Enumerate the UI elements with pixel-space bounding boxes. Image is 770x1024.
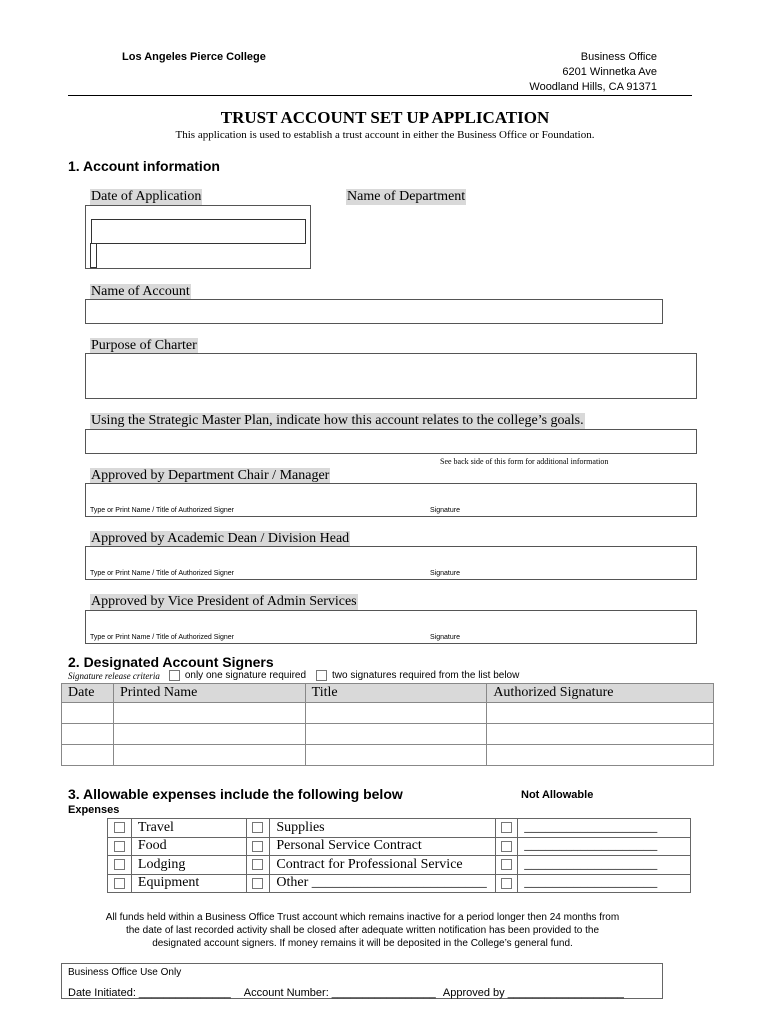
header-divider	[68, 95, 692, 96]
date-label: Date of Application	[91, 189, 202, 204]
office-line-2: 6201 Winnetka Ave	[562, 66, 657, 78]
signer-title-cell[interactable]	[305, 703, 487, 724]
personal-service-checkbox-cell[interactable]	[246, 837, 270, 856]
table-row	[108, 856, 691, 875]
notice-line-2: the date of last recorded activity shall be closed after adequate written notification has been provided to the	[125, 925, 600, 936]
two-signatures-checkbox[interactable]	[316, 670, 327, 681]
department-label: Name of Department	[347, 189, 466, 204]
other-label: Other _________________________	[270, 874, 496, 893]
office-use-fields	[68, 987, 624, 999]
not-allowable-field-1[interactable]: ___________________	[518, 819, 691, 838]
notice-line-1: All funds held within a Business Office Trust account which remains inactive for a period longer then 24 months from	[105, 912, 620, 923]
lodging-label: Lodging	[131, 856, 246, 875]
expenses-table	[107, 818, 691, 893]
approval-vp-name-hint: Type or Print Name / Title of Authorized Signer	[90, 634, 234, 641]
approval-chair-signature-hint: Signature	[430, 507, 460, 514]
signers-table	[61, 683, 714, 766]
approval-dean-label: Approved by Academic Dean / Division Head	[91, 531, 350, 546]
notice-line-3: designated account signers. If money remains it will be deposited in the College’s general fund.	[152, 938, 573, 949]
not-allowable-label: Not Allowable	[521, 789, 594, 801]
not-allowable-checkbox-4[interactable]	[501, 878, 512, 889]
form-subtitle: This application is used to establish a trust account in either the Business Office or Foundation.	[175, 129, 595, 141]
not-allowable-field-3[interactable]: ___________________	[518, 856, 691, 875]
office-line-3: Woodland Hills, CA 91371	[529, 81, 657, 93]
signer-date-cell[interactable]	[62, 703, 114, 724]
account-name-label: Name of Account	[91, 284, 190, 299]
not-allowable-checkbox-2[interactable]	[501, 841, 512, 852]
travel-label: Travel	[131, 819, 246, 838]
professional-service-checkbox-cell[interactable]	[246, 856, 270, 875]
signer-title-cell[interactable]	[305, 745, 487, 766]
not-allowable-checkbox-cell[interactable]	[496, 856, 518, 875]
approval-chair-label: Approved by Department Chair / Manager	[91, 468, 330, 483]
equipment-checkbox[interactable]	[114, 878, 125, 889]
one-signature-checkbox[interactable]	[169, 670, 180, 681]
other-checkbox[interactable]	[252, 878, 263, 889]
not-allowable-checkbox-cell[interactable]	[496, 874, 518, 893]
signer-signature-cell[interactable]	[487, 745, 714, 766]
date-field[interactable]	[91, 219, 306, 244]
other-checkbox-cell[interactable]	[246, 874, 270, 893]
section-3-heading: 3. Allowable expenses include the following below	[68, 786, 403, 802]
signer-date-cell[interactable]	[62, 724, 114, 745]
not-allowable-field-4[interactable]: ___________________	[518, 874, 691, 893]
signer-signature-cell[interactable]	[487, 724, 714, 745]
col-date: Date	[62, 684, 114, 703]
not-allowable-checkbox-cell[interactable]	[496, 819, 518, 838]
not-allowable-checkbox-1[interactable]	[501, 822, 512, 833]
travel-checkbox-cell[interactable]	[108, 819, 132, 838]
approval-dean-signature-hint: Signature	[430, 570, 460, 577]
section-1-heading: 1. Account information	[68, 158, 220, 174]
approval-chair-name-hint: Type or Print Name / Title of Authorized Signer	[90, 507, 234, 514]
signer-signature-cell[interactable]	[487, 703, 714, 724]
two-signatures-label: two signatures required from the list below	[332, 670, 520, 681]
not-allowable-checkbox-3[interactable]	[501, 859, 512, 870]
table-row	[108, 874, 691, 893]
see-back-note: See back side of this form for additional information	[440, 457, 609, 466]
table-row	[62, 745, 714, 766]
expenses-label: Expenses	[68, 804, 120, 816]
approval-vp-label: Approved by Vice President of Admin Services	[91, 594, 357, 609]
signer-name-cell[interactable]	[113, 703, 305, 724]
purpose-label: Purpose of Charter	[91, 338, 197, 353]
office-line-1: Business Office	[580, 51, 657, 63]
table-row	[108, 819, 691, 838]
inactivity-notice	[0, 911, 725, 950]
office-use-title: Business Office Use Only	[68, 967, 182, 978]
signer-name-cell[interactable]	[113, 724, 305, 745]
col-printed-name: Printed Name	[113, 684, 305, 703]
date-field-handle[interactable]	[90, 243, 97, 268]
not-allowable-field-2[interactable]: ___________________	[518, 837, 691, 856]
food-checkbox-cell[interactable]	[108, 837, 132, 856]
equipment-checkbox-cell[interactable]	[108, 874, 132, 893]
supplies-checkbox[interactable]	[252, 822, 263, 833]
col-authorized-signature: Authorized Signature	[487, 684, 714, 703]
signature-criteria-row	[68, 670, 519, 681]
approval-vp-signature-hint: Signature	[430, 634, 460, 641]
signer-date-cell[interactable]	[62, 745, 114, 766]
col-title: Title	[305, 684, 487, 703]
lodging-checkbox[interactable]	[114, 859, 125, 870]
professional-service-label: Contract for Professional Service	[270, 856, 496, 875]
strategic-plan-label: Using the Strategic Master Plan, indicate how this account relates to the college’s goals.	[91, 413, 584, 428]
account-name-field[interactable]	[85, 299, 663, 324]
section-2-heading: 2. Designated Account Signers	[68, 654, 274, 670]
form-title: TRUST ACCOUNT SET UP APPLICATION	[220, 108, 550, 127]
supplies-checkbox-cell[interactable]	[246, 819, 270, 838]
table-row	[62, 703, 714, 724]
date-initiated-field[interactable]: Date Initiated: _______________	[68, 987, 231, 999]
not-allowable-checkbox-cell[interactable]	[496, 837, 518, 856]
strategic-plan-field[interactable]	[85, 429, 697, 454]
approved-by-field[interactable]: Approved by ___________________	[442, 987, 624, 999]
purpose-field[interactable]	[85, 353, 697, 399]
one-signature-label: only one signature required	[184, 670, 307, 681]
professional-service-checkbox[interactable]	[252, 859, 263, 870]
office-address	[529, 50, 657, 95]
personal-service-checkbox[interactable]	[252, 841, 263, 852]
table-row	[62, 724, 714, 745]
signer-name-cell[interactable]	[113, 745, 305, 766]
food-checkbox[interactable]	[114, 841, 125, 852]
account-number-field[interactable]: Account Number: _________________	[243, 987, 436, 999]
personal-service-label: Personal Service Contract	[270, 837, 496, 856]
table-row	[108, 837, 691, 856]
supplies-label: Supplies	[270, 819, 496, 838]
criteria-label: Signature release criteria	[68, 670, 160, 681]
travel-checkbox[interactable]	[114, 822, 125, 833]
signer-title-cell[interactable]	[305, 724, 487, 745]
equipment-label: Equipment	[131, 874, 246, 893]
college-name: Los Angeles Pierce College	[122, 51, 266, 63]
approval-dean-name-hint: Type or Print Name / Title of Authorized Signer	[90, 570, 234, 577]
food-label: Food	[131, 837, 246, 856]
lodging-checkbox-cell[interactable]	[108, 856, 132, 875]
